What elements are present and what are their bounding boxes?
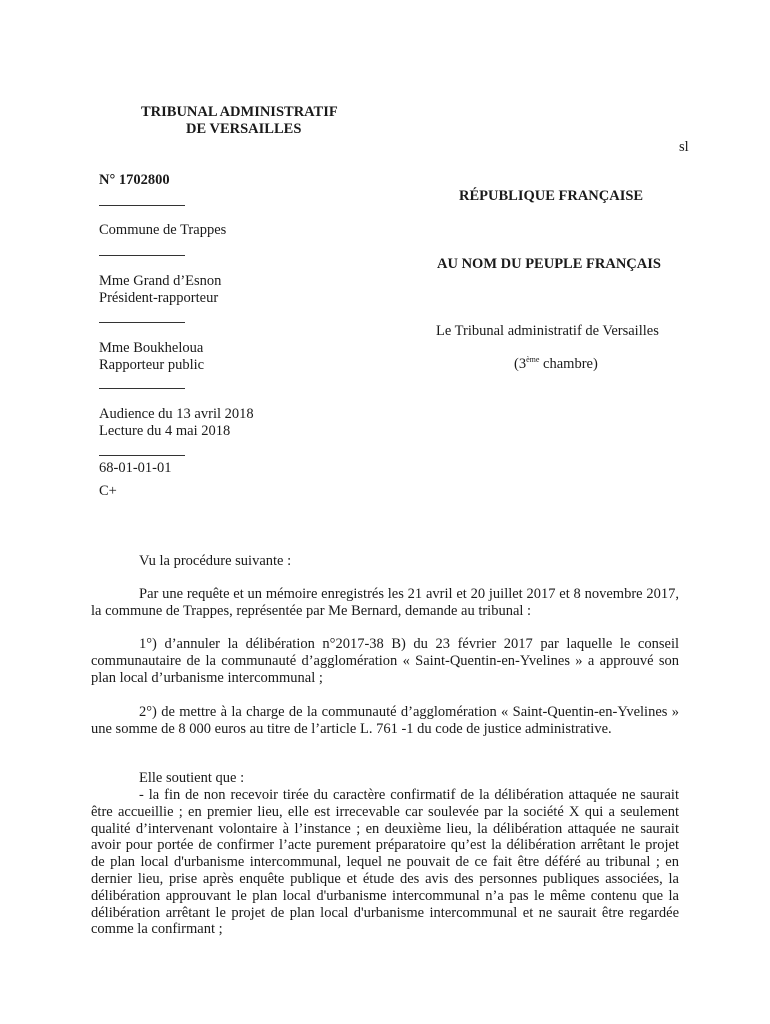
tribunal-name: Le Tribunal administratif de Versailles — [436, 323, 659, 339]
rapporteur-role: Rapporteur public — [99, 357, 205, 373]
paragraph-argument: - la fin de non recevoir tirée du caractère confirmatif de la délibération attaquée ne saurait être accueillie ; en premier lieu, elle est irrecevable car soulevée par la société X qui a seulement qualité d’intervenant volontaire à l’instance ; en deuxième lieu, la délibération attaquée ne saurait avoir pour portée de confirmer l’acte purement préparatoire qu’est la délibération arrêtant le projet de plan local d'urbanisme intercommunal, lequel ne pouvait de ce fait être déféré au tribunal ; en dernier lieu, prise après enquête publique et étude des avis des personnes publiques associées, la délibération approuvant le plan local d'urbanisme intercommunal n’a pas le même contenu que la délibération arrêtant le projet de plan local d'urbanisme intercommunal et ne saurait être regardée comme la confirmant ; — [91, 787, 679, 938]
clerk-initials: sl — [679, 139, 689, 155]
paragraph-conclusion-1: 1°) d’annuler la délibération n°2017-38 B) du 23 février 2017 par laquelle le conseil communautaire de la communauté d’agglomération « Saint-Quentin-en-Yvelines » a approuvé son plan local d’urbanisme intercommunal ; — [91, 636, 679, 686]
divider — [99, 255, 185, 256]
president-name: Mme Grand d’Esnon — [99, 273, 222, 289]
chamber-suffix: chambre) — [539, 356, 598, 372]
court-name-line2: DE VERSAILLES — [186, 121, 302, 137]
classification-code: 68-01-01-01 — [99, 460, 172, 476]
divider — [99, 322, 185, 323]
procedure-heading: Vu la procédure suivante : — [139, 553, 292, 569]
arguments-heading: Elle soutient que : — [139, 770, 245, 786]
hearing-date: Audience du 13 avril 2018 — [99, 406, 254, 422]
paragraph-request: Par une requête et un mémoire enregistrés les 21 avril et 20 juillet 2017 et 8 novembre 2017, la commune de Trappes, représentée par Me Bernard, demande au tribunal : — [91, 586, 679, 619]
chamber-ordinal: ème — [526, 355, 540, 365]
republic-heading: RÉPUBLIQUE FRANÇAISE — [459, 188, 644, 204]
publication-code: C+ — [99, 483, 117, 499]
president-role: Président-rapporteur — [99, 290, 219, 306]
court-name-line1: TRIBUNAL ADMINISTRATIF — [141, 104, 338, 120]
rapporteur-name: Mme Boukheloua — [99, 340, 204, 356]
reading-date: Lecture du 4 mai 2018 — [99, 423, 231, 439]
divider — [99, 205, 185, 206]
chamber-prefix: (3 — [514, 356, 527, 372]
in-name-of-heading: AU NOM DU PEUPLE FRANÇAIS — [437, 256, 661, 272]
party-name: Commune de Trappes — [99, 222, 227, 238]
paragraph-conclusion-2: 2°) de mettre à la charge de la communauté d’agglomération « Saint-Quentin-en-Yvelines » une somme de 8 000 euros au titre de l’article L. 761 -1 du code de justice administrative. — [91, 704, 679, 737]
divider — [99, 455, 185, 456]
case-number: N° 1702800 — [99, 172, 170, 188]
chamber-label — [514, 356, 598, 373]
divider — [99, 388, 185, 389]
